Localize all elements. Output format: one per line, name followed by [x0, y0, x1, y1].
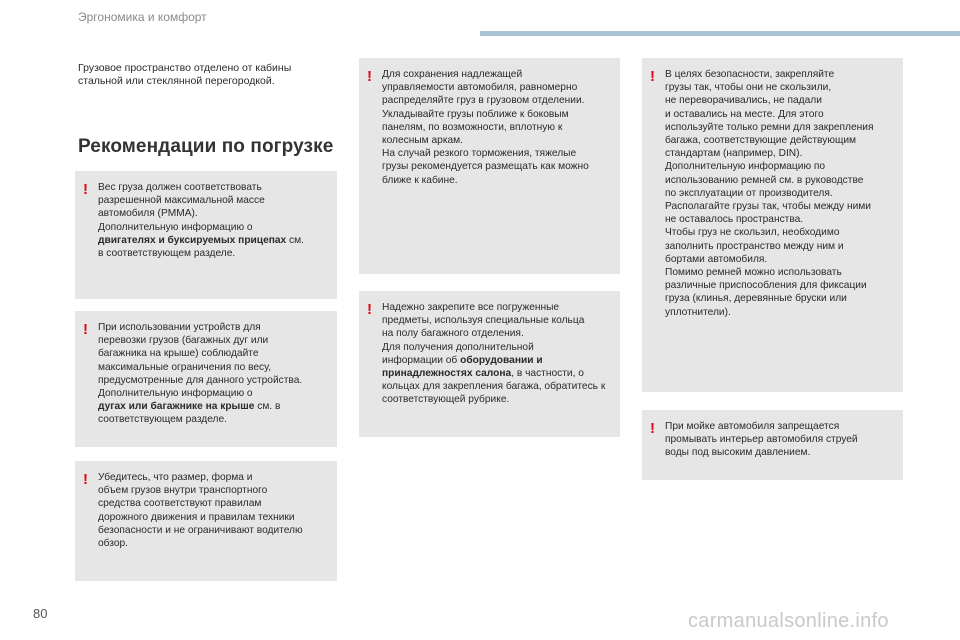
warning-box-roof-rack — [75, 311, 337, 447]
warning-icon: ! — [83, 321, 88, 338]
warning-icon: ! — [83, 471, 88, 488]
section-title: Рекомендации по погрузке — [78, 136, 334, 157]
box-text: При использовании устройств для перевозки грузов (багажных дуг или багажника на крыше) соблюдайте максимальные ограничения по весу, предусмотренные для данного устройства. Дополнительную информацию о дугах или багажнике на крыше см. в соответствующем разделе. — [98, 322, 303, 426]
warning-box-cargo-size — [75, 461, 337, 581]
warning-box-securing-cargo — [642, 58, 903, 392]
warning-box-securing-rings — [359, 291, 620, 437]
warning-icon: ! — [83, 181, 88, 198]
warning-icon: ! — [650, 68, 655, 85]
header-bar — [480, 31, 960, 36]
warning-box-weight-distribution — [359, 58, 620, 274]
box-text: При мойке автомобиля запрещается промывать интерьер автомобиля струей воды под высоким давлением. — [665, 421, 858, 459]
box-text: В целях безопасности, закрепляйте грузы так, чтобы они не скользили, не переворачивались, не падали и оставались на месте. Для этого используйте только ремни для закрепления багажа, соответствующие действующим стандартам (например, DIN). Дополнительную информацию по использованию ремней см. в руководстве по эксплуатации от производителя. Располагайте грузы так, чтобы между ними не оставалось пространства. Чтобы груз не скользил, необходимо заполнить пространство между ним и бортами автомобиля. Помимо ремней можно использовать различные приспособления для фиксации груза (клинья, деревянные бруски или уплотнители). — [665, 69, 874, 318]
box-text: Для сохранения надлежащей управляемости автомобиля, равномерно распределяйте груз в грузовом отделении. Укладывайте грузы поближе к боковым панелям, по возможности, вплотную к колесным аркам. На случай резкого торможения, тяжелые грузы рекомендуется размещать как можно ближе к кабине. — [382, 69, 589, 186]
page-number: 80 — [33, 606, 48, 621]
box-text: Убедитесь, что размер, форма и объем грузов внутри транспортного средства соответствуют правилам дорожного движения и правилам техники безопасности и не ограничивают водителю обзор. — [98, 472, 303, 550]
intro-text: Грузовое пространство отделено от кабины стальной или стеклянной перегородкой. — [78, 62, 292, 87]
warning-icon: ! — [367, 68, 372, 85]
warning-icon: ! — [650, 420, 655, 437]
warning-icon: ! — [367, 301, 372, 318]
box-text: Вес груза должен соответствовать разрешенной максимальной массе автомобиля (PMMA). Дополнительную информацию о двигателях и буксируемых прицепах см. в соответствующем разделе. — [98, 182, 304, 260]
box-text: Надежно закрепите все погруженные предметы, используя специальные кольца на полу багажного отделения. Для получения дополнительной информации об оборудовании и принадлежностях салона, в частности, о кольцах для закрепления багажа, обратитесь к соответствующей рубрике. — [382, 302, 606, 406]
warning-box-washing — [642, 410, 903, 480]
warning-box-weight — [75, 171, 337, 299]
header-title: Эргономика и комфорт — [78, 10, 207, 24]
watermark: carmanualsonline.info — [688, 610, 889, 632]
